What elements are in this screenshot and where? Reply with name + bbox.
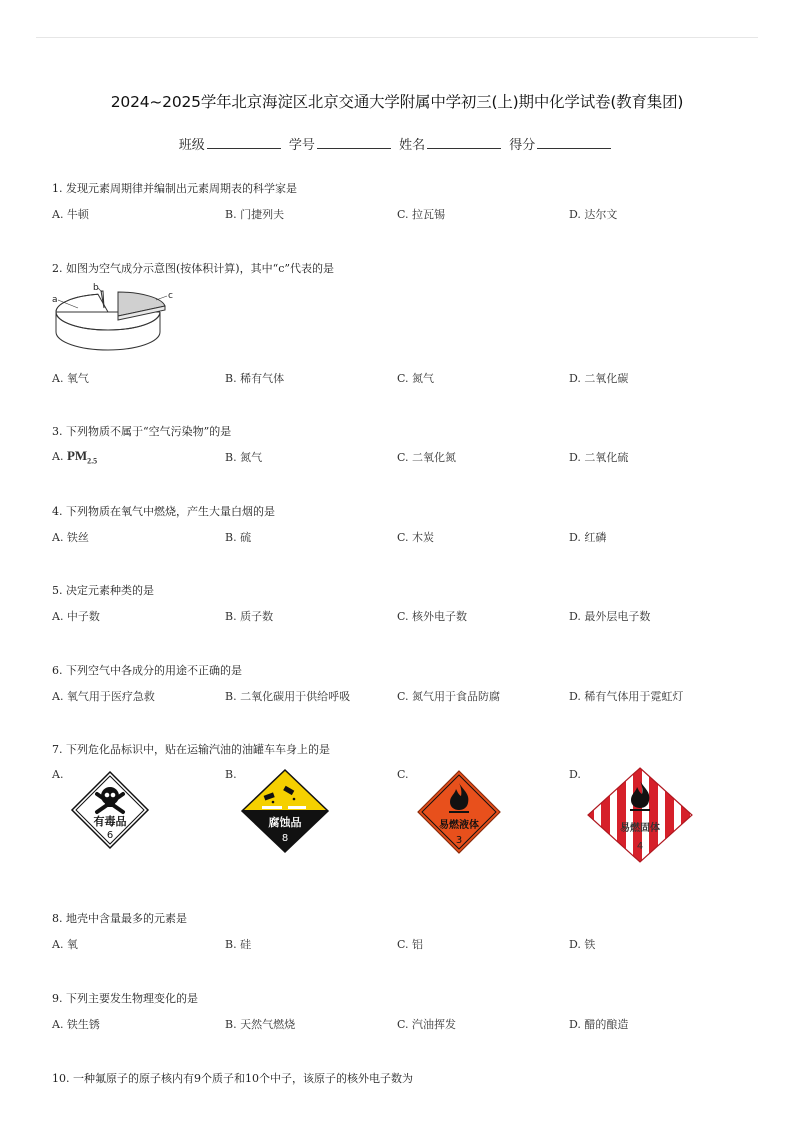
q9-option-a[interactable]: A. 铁生锈 [52,1018,100,1031]
q5-option-c[interactable]: C. 核外电子数 [397,610,468,623]
q8-option-c[interactable]: C. 铝 [397,938,424,951]
student-info-line [0,134,794,153]
pm-main: PM [66,448,88,463]
question-10-stem: 10. 一种氟原子的原子核内有9个质子和10个中子，该原子的核外电子数为 [52,1072,413,1085]
q8-option-a[interactable]: A. 氧 [52,938,78,951]
page-title: 2024~2025学年北京海淀区北京交通大学附属中学初三(上)期中化学试卷(教育集团) [110,93,684,111]
q9-option-d[interactable]: D. 醋的酿造 [569,1018,629,1031]
question-5-stem: 5. 决定元素种类的是 [52,584,154,597]
flammable-liquid-sign-text: 易燃液体 [439,820,479,831]
q6-option-d[interactable]: D. 稀有气体用于霓虹灯 [569,690,684,703]
q2-option-b[interactable]: B. 稀有气体 [225,372,285,385]
question-2-stem: 2. 如图为空气成分示意图(按体积计算)，其中“c”代表的是 [52,262,334,275]
name-label: 姓名 [399,138,426,153]
q7-option-d[interactable]: D. [569,768,581,781]
q3-option-b[interactable]: B. 氮气 [225,451,263,464]
q3-option-c[interactable]: C. 二氧化氮 [397,451,457,464]
question-9-stem: 9. 下列主要发生物理变化的是 [52,992,198,1005]
q5-option-a[interactable]: A. 中子数 [52,610,100,623]
q4-option-c[interactable]: C. 木炭 [397,531,435,544]
q1-option-c[interactable]: C. 拉瓦锡 [397,208,446,221]
label-c: c [168,291,173,301]
flammable-liquid-hazard-sign[interactable] [416,769,502,855]
question-1-stem: 1. 发现元素周期律并编制出元素周期表的科学家是 [52,182,297,195]
q9-option-b[interactable]: B. 天然气燃烧 [225,1018,296,1031]
pm25-formula [66,448,98,466]
name-blank[interactable] [427,136,501,149]
flammable-liquid-sign-number: 3 [455,835,463,846]
q1-option-d[interactable]: D. 达尔文 [569,208,618,221]
student-id-label: 学号 [288,138,315,153]
q2-option-a[interactable]: A. 氧气 [52,372,89,385]
q4-option-d[interactable]: D. 红磷 [569,531,607,544]
q3-option-a-letter: A. [52,450,64,463]
question-8-stem: 8. 地壳中含量最多的元素是 [52,912,187,925]
q1-option-a[interactable]: A. 牛顿 [52,208,89,221]
score-blank[interactable] [537,136,611,149]
student-id-blank[interactable] [317,136,391,149]
score-label: 得分 [509,138,536,153]
q3-option-d[interactable]: D. 二氧化硫 [569,451,629,464]
q5-option-b[interactable]: B. 质子数 [225,610,274,623]
q7-option-b[interactable]: B. [225,768,237,781]
q4-option-a[interactable]: A. 铁丝 [52,531,89,544]
q6-option-c[interactable]: C. 氮气用于食品防腐 [397,690,501,703]
toxic-hazard-sign[interactable] [70,770,150,850]
air-composition-pie-figure [48,280,188,360]
toxic-sign-number: 6 [106,830,114,841]
q6-option-b[interactable]: B. 二氧化碳用于供给呼吸 [225,690,351,703]
q7-option-c[interactable]: C. [397,768,409,781]
label-a: a [52,295,58,305]
q5-option-d[interactable]: D. 最外层电子数 [569,610,651,623]
question-4-stem: 4. 下列物质在氧气中燃烧，产生大量白烟的是 [52,505,275,518]
q6-option-a[interactable]: A. 氧气用于医疗急救 [52,690,155,703]
q8-option-d[interactable]: D. 铁 [569,938,596,951]
q8-option-b[interactable]: B. 硅 [225,938,252,951]
q3-option-a[interactable] [52,448,97,466]
class-blank[interactable] [207,136,281,149]
corrosive-sign-number: 8 [281,833,289,844]
label-b: b [93,283,99,293]
flammable-solid-hazard-sign[interactable] [585,765,695,865]
corrosive-hazard-sign[interactable] [240,768,330,854]
q2-option-c[interactable]: C. 氮气 [397,372,435,385]
corrosive-sign-text: 腐蚀品 [268,816,302,829]
q4-option-b[interactable]: B. 硫 [225,531,252,544]
q7-option-a[interactable]: A. [52,768,64,781]
flammable-solid-sign-text: 易燃固体 [620,823,660,834]
flammable-solid-sign-number: 4 [636,841,644,852]
q9-option-c[interactable]: C. 汽油挥发 [397,1018,457,1031]
question-6-stem: 6. 下列空气中各成分的用途不正确的是 [52,664,242,677]
page-top-rule [36,37,758,38]
toxic-sign-text: 有毒品 [93,815,127,828]
question-3-stem: 3. 下列物质不属于“空气污染物”的是 [52,425,232,438]
pm-sub: 2.5 [87,456,98,466]
q2-option-d[interactable]: D. 二氧化碳 [569,372,629,385]
class-label: 班级 [178,138,205,153]
question-7-stem: 7. 下列危化品标识中，贴在运输汽油的油罐车车身上的是 [52,743,330,756]
q1-option-b[interactable]: B. 门捷列夫 [225,208,285,221]
